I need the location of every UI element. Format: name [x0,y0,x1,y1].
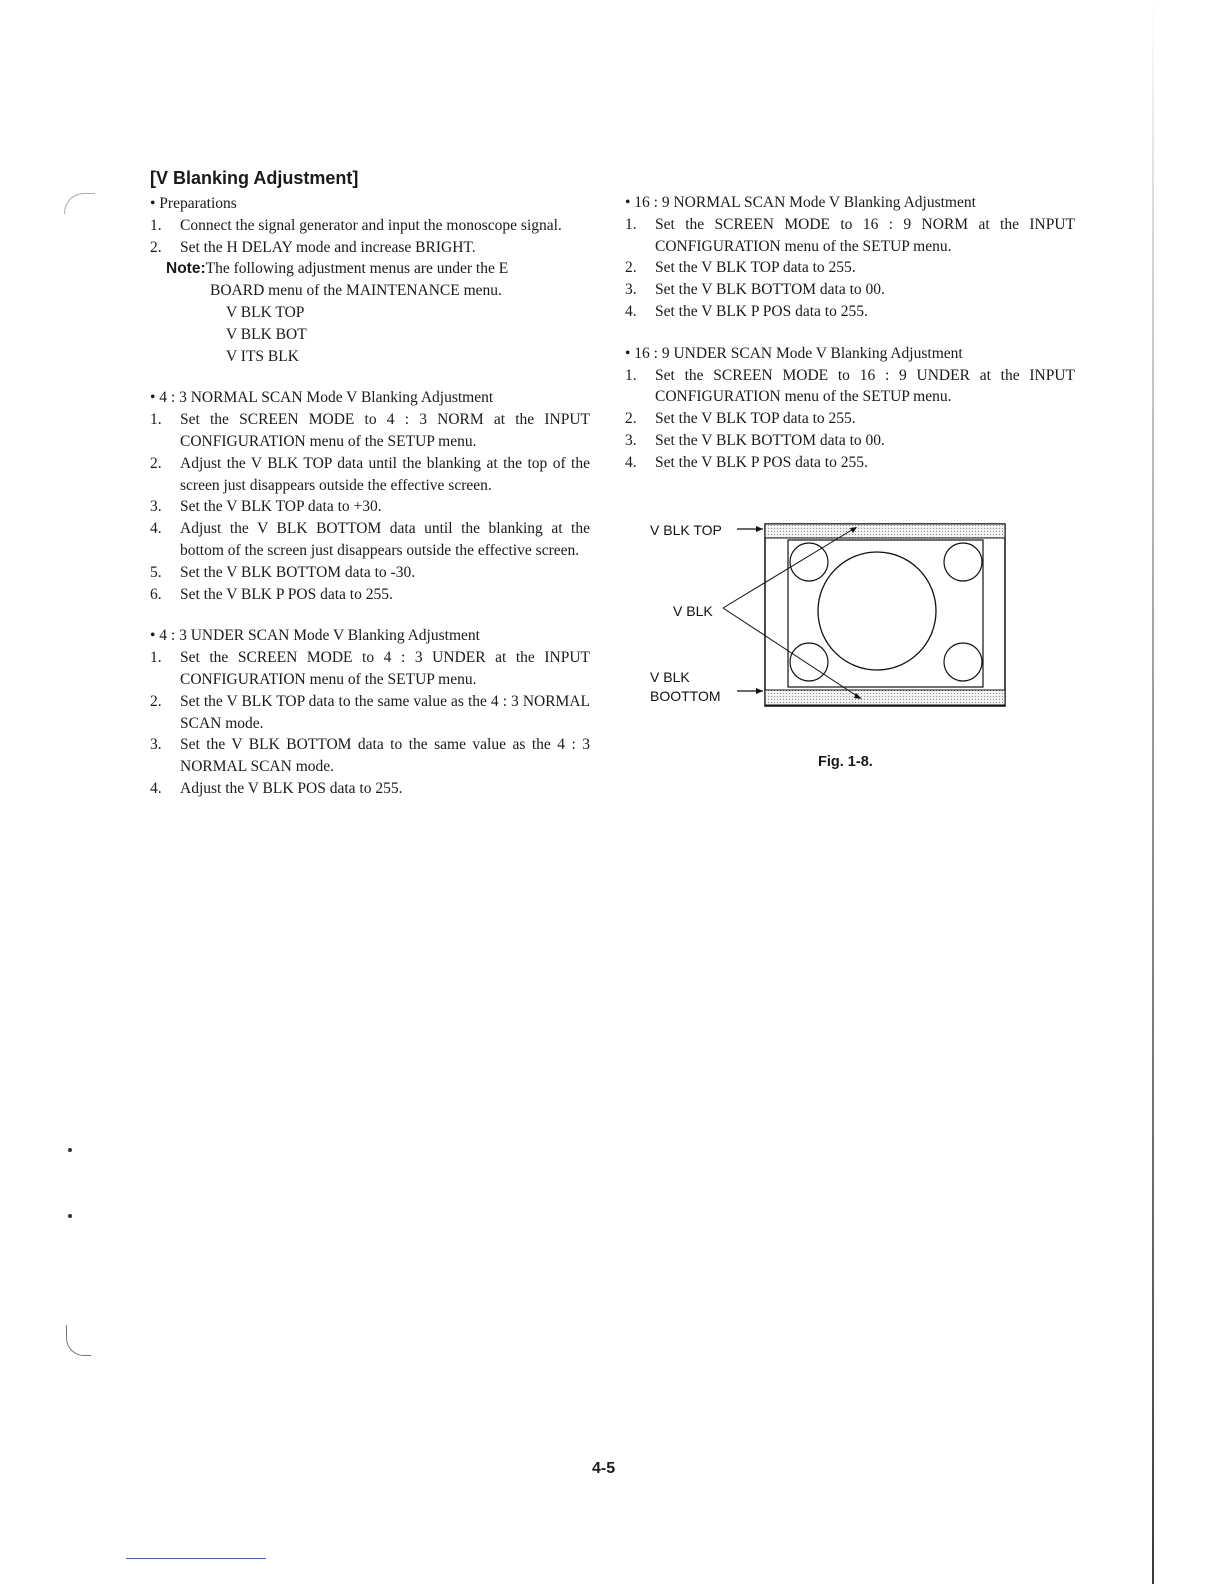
list-item: 2. Adjust the V BLK TOP data until the blanking at the top of the screen just disappears outside the effective screen. [150,454,590,494]
list-item: 1. Connect the signal generator and input the monoscope signal. [150,216,562,234]
under-169-steps [625,365,1075,474]
list-item: 6. Set the V BLK P POS data to 255. [150,585,393,603]
note-label: Note: [166,260,206,278]
left-column [150,165,590,800]
page-number: 4-5 [592,1460,616,1477]
list-item: 2. Set the V BLK TOP data to 255. [625,259,856,277]
list-item: 1. Set the SCREEN MODE to 16 : 9 NORM at the INPUT CONFIGURATION menu of the SETUP menu. [625,215,1075,255]
right-column [625,192,1075,474]
normal-43-section [150,387,590,605]
note-text-continued: BOARD menu of the MAINTENANCE menu. [210,282,502,300]
list-item: 3. Set the V BLK TOP data to +30. [150,498,382,516]
list-item: 3. Set the V BLK BOTTOM data to 00. [625,431,885,449]
normal-43-title: • 4 : 3 NORMAL SCAN Mode V Blanking Adjustment [150,389,494,407]
list-item: 2. Set the V BLK TOP data to the same value as the 4 : 3 NORMAL SCAN mode. [150,692,590,732]
scan-dot [68,1214,72,1218]
label-v-blk-bottom-2: BOOTTOM [650,688,721,704]
label-v-blk-top: V BLK TOP [650,522,722,538]
scan-dot [68,1148,72,1152]
under-43-section [150,625,590,799]
list-item: 1. Set the SCREEN MODE to 4 : 3 NORM at the INPUT CONFIGURATION menu of the SETUP menu. [150,411,590,450]
bottom-blanking-band [765,690,1005,705]
top-blanking-band [765,524,1005,538]
list-item: 5. Set the V BLK BOTTOM data to -30. [150,563,416,581]
note-item: V BLK TOP [226,303,305,321]
figure-caption: Fig. 1-8. [818,754,873,770]
scan-curve [66,1325,91,1356]
list-item: 4. Adjust the V BLK POS data to 255. [150,779,403,797]
list-item: 4. Set the V BLK P POS data to 255. [625,302,868,320]
scan-curve [64,193,95,214]
normal-169-title: • 16 : 9 NORMAL SCAN Mode V Blanking Adjustment [625,194,976,211]
note-text: The following adjustment menus are under the E [205,260,509,278]
preparations-steps [150,215,590,259]
normal-169-steps [625,214,1075,323]
note-item: V BLK BOT [226,325,307,343]
preparations-section [150,193,590,367]
list-item: 2. Set the V BLK TOP data to 255. [625,410,856,428]
note [150,258,590,280]
list-item: 1. Set the SCREEN MODE to 16 : 9 UNDER at the INPUT CONFIGURATION menu of the SETUP menu. [625,366,1075,406]
label-v-blk-bottom-1: V BLK [650,669,690,685]
list-item: 4. Set the V BLK P POS data to 255. [625,453,868,471]
list-item: 3. Set the V BLK BOTTOM data to the same value as the 4 : 3 NORMAL SCAN mode. [150,736,590,776]
preparations-title: • Preparations [150,195,237,212]
under-169-section [625,343,1075,474]
under-169-title: • 16 : 9 UNDER SCAN Mode V Blanking Adjustment [625,344,963,362]
section-heading: [V Blanking Adjustment] [150,168,359,188]
normal-169-section [625,192,1075,323]
note-items [150,302,590,367]
under-43-steps [150,647,590,800]
scan-edge-line [1152,0,1154,1584]
v-blanking-figure [645,510,1025,730]
label-v-blk: V BLK [673,603,713,619]
list-item: 3. Set the V BLK BOTTOM data to 00. [625,281,885,299]
list-item: 4. Adjust the V BLK BOTTOM data until the blanking at the bottom of the screen just disappears outside the effective screen. [150,520,590,559]
under-43-title: • 4 : 3 UNDER SCAN Mode V Blanking Adjustment [150,627,480,645]
list-item: 2. Set the H DELAY mode and increase BRIGHT. [150,238,476,256]
normal-43-steps [150,409,590,605]
list-item: 1. Set the SCREEN MODE to 4 : 3 UNDER at the INPUT CONFIGURATION menu of the SETUP menu. [150,649,590,688]
scan-blue-line [126,1558,266,1559]
note-item: V ITS BLK [226,347,299,365]
